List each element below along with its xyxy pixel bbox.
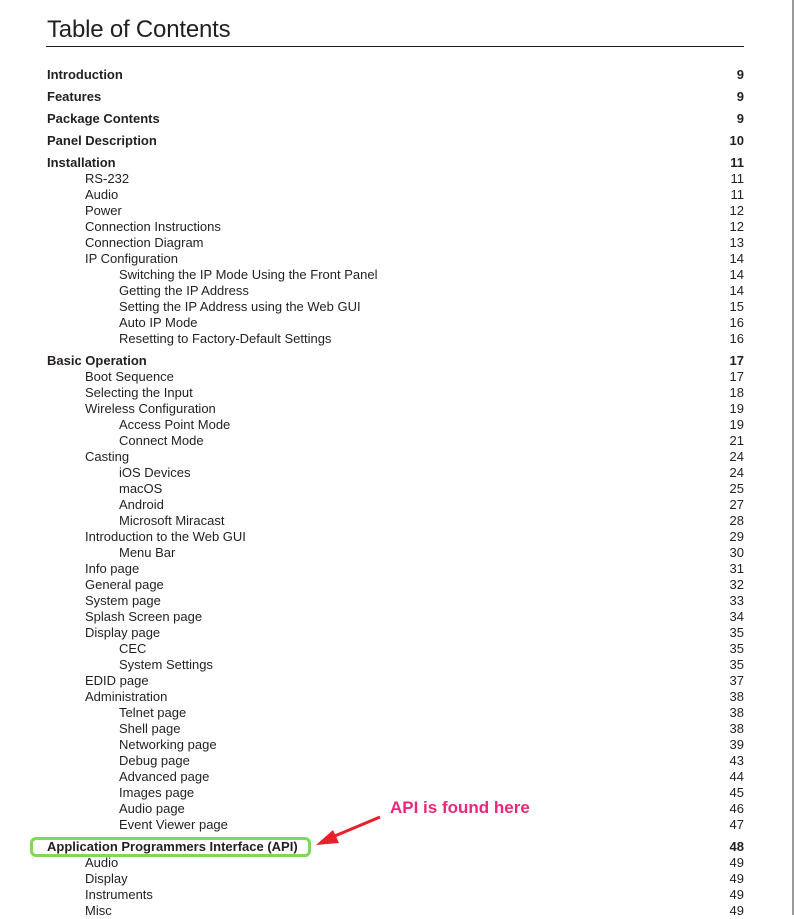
toc-entry-label: Audio [85, 855, 119, 870]
toc-entry-page: 9 [736, 67, 744, 82]
toc-entry[interactable] [0, 887, 794, 903]
toc-entry[interactable] [0, 753, 794, 769]
toc-entry-label: Event Viewer page [119, 817, 228, 832]
toc-entry-label: Power [85, 203, 122, 218]
toc-entry[interactable] [0, 497, 794, 513]
toc-entry[interactable] [0, 449, 794, 465]
toc-entry-page: 49 [729, 855, 744, 870]
toc-entry-page: 24 [729, 449, 744, 464]
toc-entry-page: 29 [729, 529, 744, 544]
toc-entry[interactable] [0, 401, 794, 417]
toc-entry-page: 11 [730, 155, 744, 170]
toc-entry-label: Resetting to Factory-Default Settings [119, 331, 332, 346]
toc-entry[interactable] [0, 433, 794, 449]
toc-entry-page: 35 [729, 641, 744, 656]
toc-entry[interactable] [0, 299, 794, 315]
toc-entry-page: 34 [729, 609, 744, 624]
toc-entry-label: Android [119, 497, 164, 512]
toc-entry[interactable] [0, 903, 794, 919]
toc-entry-label: Shell page [119, 721, 181, 736]
toc-entry-page: 10 [729, 133, 744, 148]
toc-entry-label: Networking page [119, 737, 217, 752]
toc-entry-page: 30 [729, 545, 744, 560]
toc-entry-label: Audio [85, 187, 119, 202]
toc-entry[interactable] [0, 737, 794, 753]
toc-entry[interactable] [0, 369, 794, 385]
toc-entry-page: 9 [736, 89, 744, 104]
toc-entry-page: 47 [729, 817, 744, 832]
toc-entry-page: 25 [729, 481, 744, 496]
toc-entry-label: Menu Bar [119, 545, 176, 560]
toc-entry-label: Display page [85, 625, 161, 640]
toc-entry[interactable] [0, 817, 794, 833]
toc-entry-label: General page [85, 577, 164, 592]
toc-entry-label: Casting [85, 449, 130, 464]
toc-entry-label: IP Configuration [85, 251, 178, 266]
toc-entry-label: CEC [119, 641, 147, 656]
toc-entry-label: Debug page [119, 753, 190, 768]
toc-entry-page: 14 [729, 283, 744, 298]
toc-entry-label: Connect Mode [119, 433, 204, 448]
toc-entry-label: Instruments [85, 887, 153, 902]
toc-entry-label: Microsoft Miracast [119, 513, 225, 528]
toc-entry-label: Introduction [47, 67, 123, 82]
api-highlight-box [30, 837, 311, 857]
toc-entry-page: 21 [729, 433, 744, 448]
toc-entry-page: 19 [729, 417, 744, 432]
toc-entry-page: 19 [729, 401, 744, 416]
toc-entry-page: 49 [729, 871, 744, 886]
toc-entry-label: Connection Diagram [85, 235, 204, 250]
toc-entry-page: 24 [729, 465, 744, 480]
toc-entry-page: 13 [729, 235, 744, 250]
toc-entry[interactable] [0, 203, 794, 219]
toc-entry-page: 49 [729, 903, 744, 918]
toc-entry-page: 35 [729, 657, 744, 672]
toc-entry-label: Info page [85, 561, 140, 576]
toc-entry[interactable] [0, 871, 794, 887]
toc-entry-page: 39 [729, 737, 744, 752]
toc-entry[interactable] [0, 769, 794, 785]
toc-entry-label: Setting the IP Address using the Web GUI [119, 299, 361, 314]
toc-entry[interactable] [0, 133, 794, 149]
toc-entry[interactable] [0, 561, 794, 577]
toc-entry-label: Audio page [119, 801, 185, 816]
toc-entry-label: Administration [85, 689, 168, 704]
toc-entry-label: macOS [119, 481, 163, 496]
toc-entry-label: Wireless Configuration [85, 401, 216, 416]
toc-entry[interactable] [0, 315, 794, 331]
toc-entry-label: Boot Sequence [85, 369, 174, 384]
toc-entry-page: 18 [729, 385, 744, 400]
toc-entry[interactable] [0, 609, 794, 625]
toc-entry-label: RS-232 [85, 171, 130, 186]
toc-entry-page: 16 [729, 331, 744, 346]
toc-entry-page: 27 [729, 497, 744, 512]
toc-entry-page: 38 [729, 721, 744, 736]
page-title: Table of Contents [47, 16, 231, 43]
toc-entry[interactable] [0, 705, 794, 721]
toc-entry[interactable] [0, 267, 794, 283]
toc-entry[interactable] [0, 89, 794, 105]
toc-entry[interactable] [0, 529, 794, 545]
toc-entry[interactable] [0, 593, 794, 609]
toc-entry-page: 11 [730, 171, 744, 186]
toc-entry-label: Telnet page [119, 705, 187, 720]
toc-entry-label: Selecting the Input [85, 385, 193, 400]
toc-entry-page: 28 [729, 513, 744, 528]
toc-entry-page: 48 [729, 839, 744, 854]
toc-entry[interactable] [0, 67, 794, 83]
toc-entry-page: 12 [729, 203, 744, 218]
toc-entry-page: 38 [729, 705, 744, 720]
toc-entry[interactable] [0, 545, 794, 561]
toc-entry[interactable] [0, 721, 794, 737]
toc-entry-page: 38 [729, 689, 744, 704]
toc-entry-page: 11 [730, 187, 744, 202]
toc-entry-page: 44 [729, 769, 744, 784]
toc-entry-page: 37 [729, 673, 744, 688]
toc-entry[interactable] [0, 855, 794, 871]
toc-entry-page: 35 [729, 625, 744, 640]
toc-entry[interactable] [0, 235, 794, 251]
toc-entry-page: 9 [736, 111, 744, 126]
toc-entry[interactable] [0, 513, 794, 529]
toc-entry[interactable] [0, 673, 794, 689]
toc-entry-page: 46 [729, 801, 744, 816]
toc-entry[interactable] [0, 353, 794, 369]
toc-entry[interactable] [0, 689, 794, 705]
toc-entry-label: System page [85, 593, 161, 608]
toc-entry[interactable] [0, 187, 794, 203]
toc-entry-page: 32 [729, 577, 744, 592]
toc-entry-page: 14 [729, 267, 744, 282]
toc-entry-label: Splash Screen page [85, 609, 203, 624]
toc-entry-page: 43 [729, 753, 744, 768]
toc-entry-label: Access Point Mode [119, 417, 231, 432]
toc-entry[interactable] [0, 577, 794, 593]
toc-entry-label: Connection Instructions [85, 219, 221, 234]
toc-entry-label: iOS Devices [119, 465, 191, 480]
toc-entry[interactable] [0, 385, 794, 401]
toc-entry[interactable] [0, 219, 794, 235]
toc-entry[interactable] [0, 111, 794, 127]
api-callout-label: API is found here [390, 798, 530, 817]
toc-entry-label: Images page [119, 785, 195, 800]
toc-entry-page: 45 [729, 785, 744, 800]
toc-entry-page: 12 [729, 219, 744, 234]
toc-entry-label: Getting the IP Address [119, 283, 249, 298]
toc-entry[interactable] [0, 417, 794, 433]
toc-entry[interactable] [0, 657, 794, 673]
toc-entry-label: Display [85, 871, 128, 886]
toc-entry-page: 17 [729, 369, 744, 384]
toc-entry-label: Basic Operation [47, 353, 147, 368]
toc-entry[interactable] [0, 465, 794, 481]
toc-entry[interactable] [0, 283, 794, 299]
toc-entry-page: 14 [729, 251, 744, 266]
toc-entry-page: 17 [729, 353, 744, 368]
toc-entry-page: 49 [729, 887, 744, 902]
toc-entry-label: Misc [85, 903, 112, 918]
toc-entry[interactable] [0, 331, 794, 347]
toc-entry[interactable] [0, 625, 794, 641]
toc-entry-label: EDID page [85, 673, 149, 688]
toc-entry[interactable] [0, 481, 794, 497]
toc-entry-page: 15 [729, 299, 744, 314]
toc-entry-label: Introduction to the Web GUI [85, 529, 246, 544]
toc-entry-page: 31 [729, 561, 744, 576]
toc-entry-page: 16 [729, 315, 744, 330]
toc-entry-label: Panel Description [47, 133, 157, 148]
toc-entry-label: Auto IP Mode [119, 315, 198, 330]
toc-entry-label: Advanced page [119, 769, 210, 784]
toc-entry[interactable] [0, 251, 794, 267]
toc-entry-label: Application Programmers Interface (API) [47, 839, 298, 854]
toc-entry[interactable] [0, 641, 794, 657]
toc-entry-label: Installation [47, 155, 116, 170]
toc-entry-page: 33 [729, 593, 744, 608]
toc-entry[interactable] [0, 171, 794, 187]
toc-entry-label: Package Contents [47, 111, 160, 126]
toc-entry-label: Switching the IP Mode Using the Front Panel [119, 267, 378, 282]
toc-entry-label: Features [47, 89, 102, 104]
toc-entry[interactable] [0, 155, 794, 171]
toc-entry-label: System Settings [119, 657, 213, 672]
